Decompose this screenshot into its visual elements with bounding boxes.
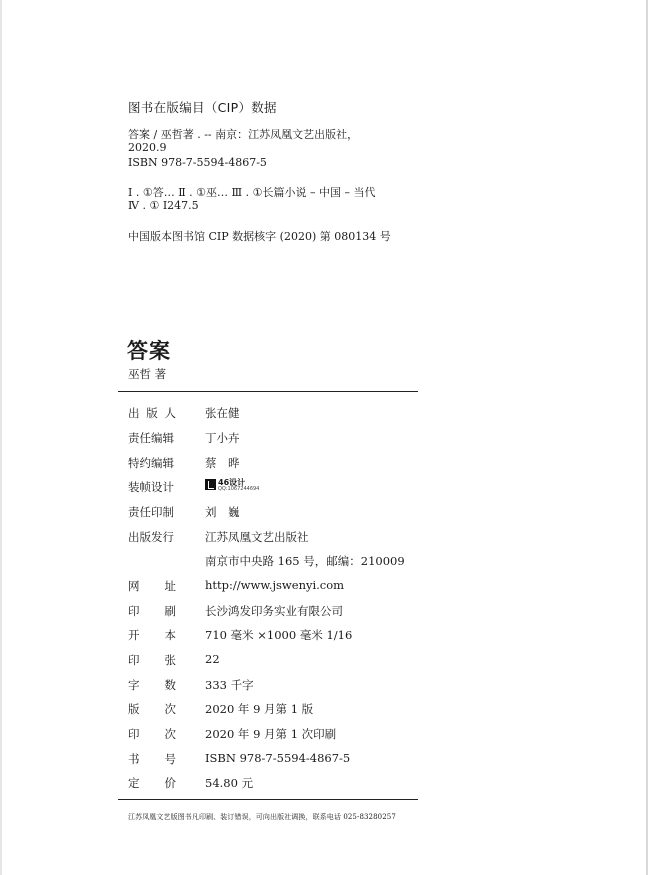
credit-value-printing-supervisor: 刘 巍 <box>205 505 240 519</box>
credit-value-word-count: 333 千字 <box>205 678 254 692</box>
credit-value-printer: 长沙鸿发印务实业有限公司 <box>205 604 343 618</box>
cip-heading: 图书在版编目（CIP）数据 <box>128 100 277 115</box>
credit-label-editor: 责任编辑 <box>128 431 174 445</box>
credit-value-sheets: 22 <box>205 652 220 666</box>
designer-logo-qq: QQ:1067244694 <box>218 486 260 492</box>
page-edge-left <box>0 0 2 875</box>
credit-label-special-editor: 特约编辑 <box>128 456 174 470</box>
credit-value-distribution: 江苏凤凰文艺出版社 <box>205 530 309 544</box>
credit-label-format: 开 本 <box>128 628 176 642</box>
cip-line-subjects: Ⅰ . ①答… Ⅱ . ①巫… Ⅲ . ①长篇小说 – 中国 – 当代 <box>128 186 376 199</box>
credit-label-publisher: 出 版 人 <box>128 406 176 420</box>
credit-value-editor: 丁小卉 <box>205 431 240 445</box>
divider-bottom <box>118 799 418 800</box>
credit-label-price: 定 价 <box>128 776 176 790</box>
cip-line-publisher: 答案 / 巫哲著 . -- 南京：江苏凤凰文艺出版社， <box>128 128 359 141</box>
cip-line-date: 2020.9 <box>128 141 167 154</box>
divider-top <box>118 391 418 392</box>
designer-logo-icon <box>205 479 216 490</box>
designer-logo <box>205 479 259 492</box>
credit-value-format: 710 毫米 ×1000 毫米 1/16 <box>205 628 353 642</box>
cip-line-classification: Ⅳ . ① I247.5 <box>128 199 199 212</box>
credit-value-address: 南京市中央路 165 号，邮编：210009 <box>205 554 405 568</box>
credit-value-special-editor: 蔡 晔 <box>205 456 240 470</box>
cip-line-record-number: 中国版本图书馆 CIP 数据核字 (2020) 第 080134 号 <box>128 230 391 243</box>
credit-value-price: 54.80 元 <box>205 776 254 790</box>
credit-label-isbn: 书 号 <box>128 752 176 766</box>
credit-label-impression: 印 次 <box>128 727 176 741</box>
book-author: 巫哲 著 <box>128 367 167 381</box>
credit-label-printer: 印 刷 <box>128 604 176 618</box>
credit-label-word-count: 字 数 <box>128 678 176 692</box>
credit-value-isbn: ISBN 978-7-5594-4867-5 <box>205 751 351 765</box>
credit-value-impression: 2020 年 9 月第 1 次印刷 <box>205 727 337 741</box>
credit-value-website: http://www.jswenyi.com <box>205 578 345 592</box>
credit-label-website: 网 址 <box>128 579 176 593</box>
credit-label-sheets: 印 张 <box>128 653 176 667</box>
credit-value-publisher: 张在健 <box>205 406 240 420</box>
credit-label-printing-supervisor: 责任印制 <box>128 505 174 519</box>
designer-logo-name: 46设计 <box>218 478 246 487</box>
cip-line-isbn: ISBN 978-7-5594-4867-5 <box>128 156 267 169</box>
credit-label-edition: 版 次 <box>128 702 176 716</box>
book-title: 答案 <box>127 338 171 363</box>
credit-value-edition: 2020 年 9 月第 1 版 <box>205 702 314 716</box>
credit-label-design: 装帧设计 <box>128 480 174 494</box>
footer-note: 江苏凤凰文艺版图书凡印刷、装订错误，可向出版社调换，联系电话 025-83280257 <box>128 813 396 821</box>
credit-label-distribution: 出版发行 <box>128 530 174 544</box>
